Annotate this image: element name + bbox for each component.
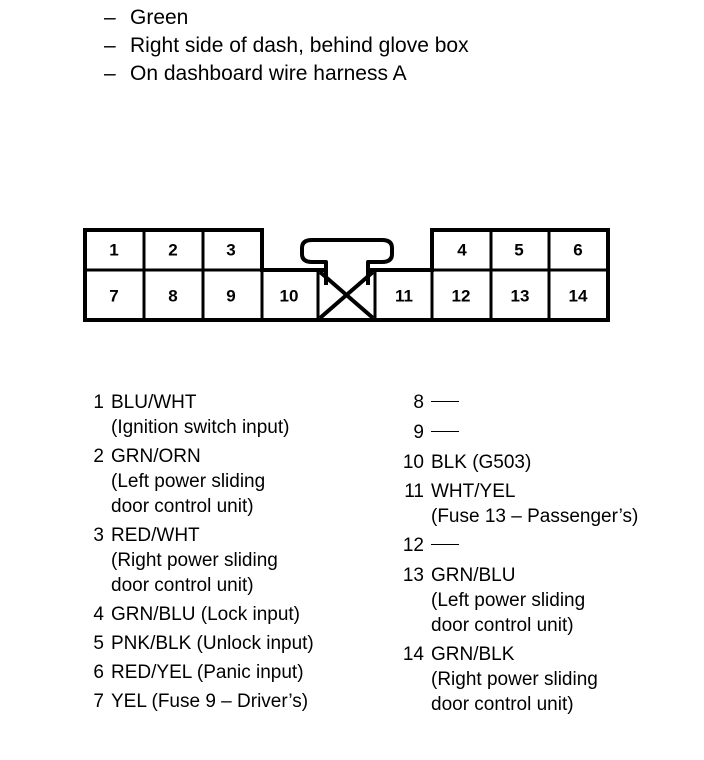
pin-description — [431, 563, 698, 638]
bullet-text: Green — [130, 6, 189, 29]
pin-function: door control unit) — [111, 575, 254, 596]
pin-function: (Right power sliding — [431, 669, 598, 690]
pin-unused-dash — [431, 420, 698, 445]
pin-number: 12 — [402, 535, 424, 556]
pin-description — [111, 444, 380, 519]
pin-list-right — [398, 390, 698, 721]
cavity-label: 6 — [573, 240, 583, 260]
pin-entry — [80, 444, 380, 519]
pin-wire-color: RED/WHT — [111, 525, 200, 546]
cavity-label: 10 — [279, 286, 299, 306]
pin-entry — [80, 602, 380, 627]
pin-number: 14 — [402, 644, 424, 665]
pin-wire-color: GRN/BLK — [431, 644, 515, 665]
pin-entry — [80, 390, 380, 440]
connector-diagram — [0, 0, 704, 360]
pin-wire-color: PNK/BLK (Unlock input) — [111, 633, 314, 654]
pin-description — [111, 631, 380, 656]
pin-entry — [398, 390, 698, 415]
cavity-label: 7 — [109, 286, 119, 306]
pin-function: (Left power sliding — [111, 471, 266, 492]
pin-function: (Left power sliding — [431, 590, 586, 611]
pin-number: 13 — [402, 565, 424, 586]
pin-wire-color: WHT/YEL — [431, 481, 516, 502]
pin-number: 9 — [413, 422, 424, 443]
pin-description — [111, 390, 380, 440]
pin-entry — [80, 689, 380, 714]
pin-entry — [398, 420, 698, 445]
pin-wire-color: GRN/BLU (Lock input) — [111, 604, 301, 625]
pin-wire-color: GRN/BLU — [431, 565, 516, 586]
pin-description — [431, 450, 698, 475]
pin-number: 1 — [93, 392, 104, 413]
bullet-text: On dashboard wire harness A — [130, 62, 407, 85]
cavity-label: 4 — [457, 240, 467, 260]
cavity-label: 12 — [451, 286, 471, 306]
cavity-label: 14 — [568, 286, 588, 306]
bullet-dash: – — [104, 62, 116, 85]
cavity-label: 2 — [168, 240, 178, 260]
cavity-label: 1 — [109, 240, 119, 260]
pin-number: 5 — [93, 633, 104, 654]
pin-description — [111, 689, 380, 714]
bullet-dash: – — [104, 6, 116, 29]
pin-number: 4 — [93, 604, 104, 625]
pin-entry — [398, 479, 698, 529]
pin-entry — [398, 563, 698, 638]
cavity-label: 11 — [395, 286, 413, 306]
cavity-label: 13 — [510, 286, 530, 306]
pin-entry — [398, 642, 698, 717]
pin-description — [111, 660, 380, 685]
pin-number: 6 — [93, 662, 104, 683]
bullet-text: Right side of dash, behind glove box — [130, 34, 469, 57]
cavity-label: 8 — [168, 286, 178, 306]
pin-function: (Right power sliding — [111, 550, 278, 571]
pin-unused-dash — [431, 533, 698, 558]
cavity-label: 9 — [226, 286, 236, 306]
pin-wire-color: YEL (Fuse 9 – Driver’s) — [111, 691, 309, 712]
cavity-label: 5 — [514, 240, 524, 260]
pin-entry — [80, 631, 380, 656]
pin-function: door control unit) — [431, 694, 574, 715]
cavity-label: 3 — [226, 240, 236, 260]
pin-number: 8 — [413, 392, 424, 413]
pin-number: 11 — [404, 481, 424, 502]
pin-number: 3 — [93, 525, 104, 546]
pin-unused-dash — [431, 390, 698, 415]
pin-number: 2 — [93, 446, 104, 467]
pin-list-left — [80, 390, 380, 718]
locking-tab — [302, 240, 392, 285]
pin-description — [431, 479, 698, 529]
pin-function: door control unit) — [111, 496, 254, 517]
pin-function: (Ignition switch input) — [111, 417, 290, 438]
pin-number: 10 — [402, 452, 424, 473]
pin-function: (Fuse 13 – Passenger’s) — [431, 506, 639, 527]
pin-wire-color: BLU/WHT — [111, 392, 197, 413]
pin-entry — [398, 450, 698, 475]
pin-wire-color: BLK (G503) — [431, 452, 532, 473]
pin-entry — [80, 523, 380, 598]
pin-description — [111, 602, 380, 627]
pin-entry — [398, 533, 698, 558]
pin-entry — [80, 660, 380, 685]
pin-description — [111, 523, 380, 598]
pin-wire-color: GRN/ORN — [111, 446, 201, 467]
pin-number: 7 — [93, 691, 104, 712]
pin-function: door control unit) — [431, 615, 574, 636]
pin-description — [431, 642, 698, 717]
pin-wire-color: RED/YEL (Panic input) — [111, 662, 304, 683]
bullet-dash: – — [104, 34, 116, 57]
